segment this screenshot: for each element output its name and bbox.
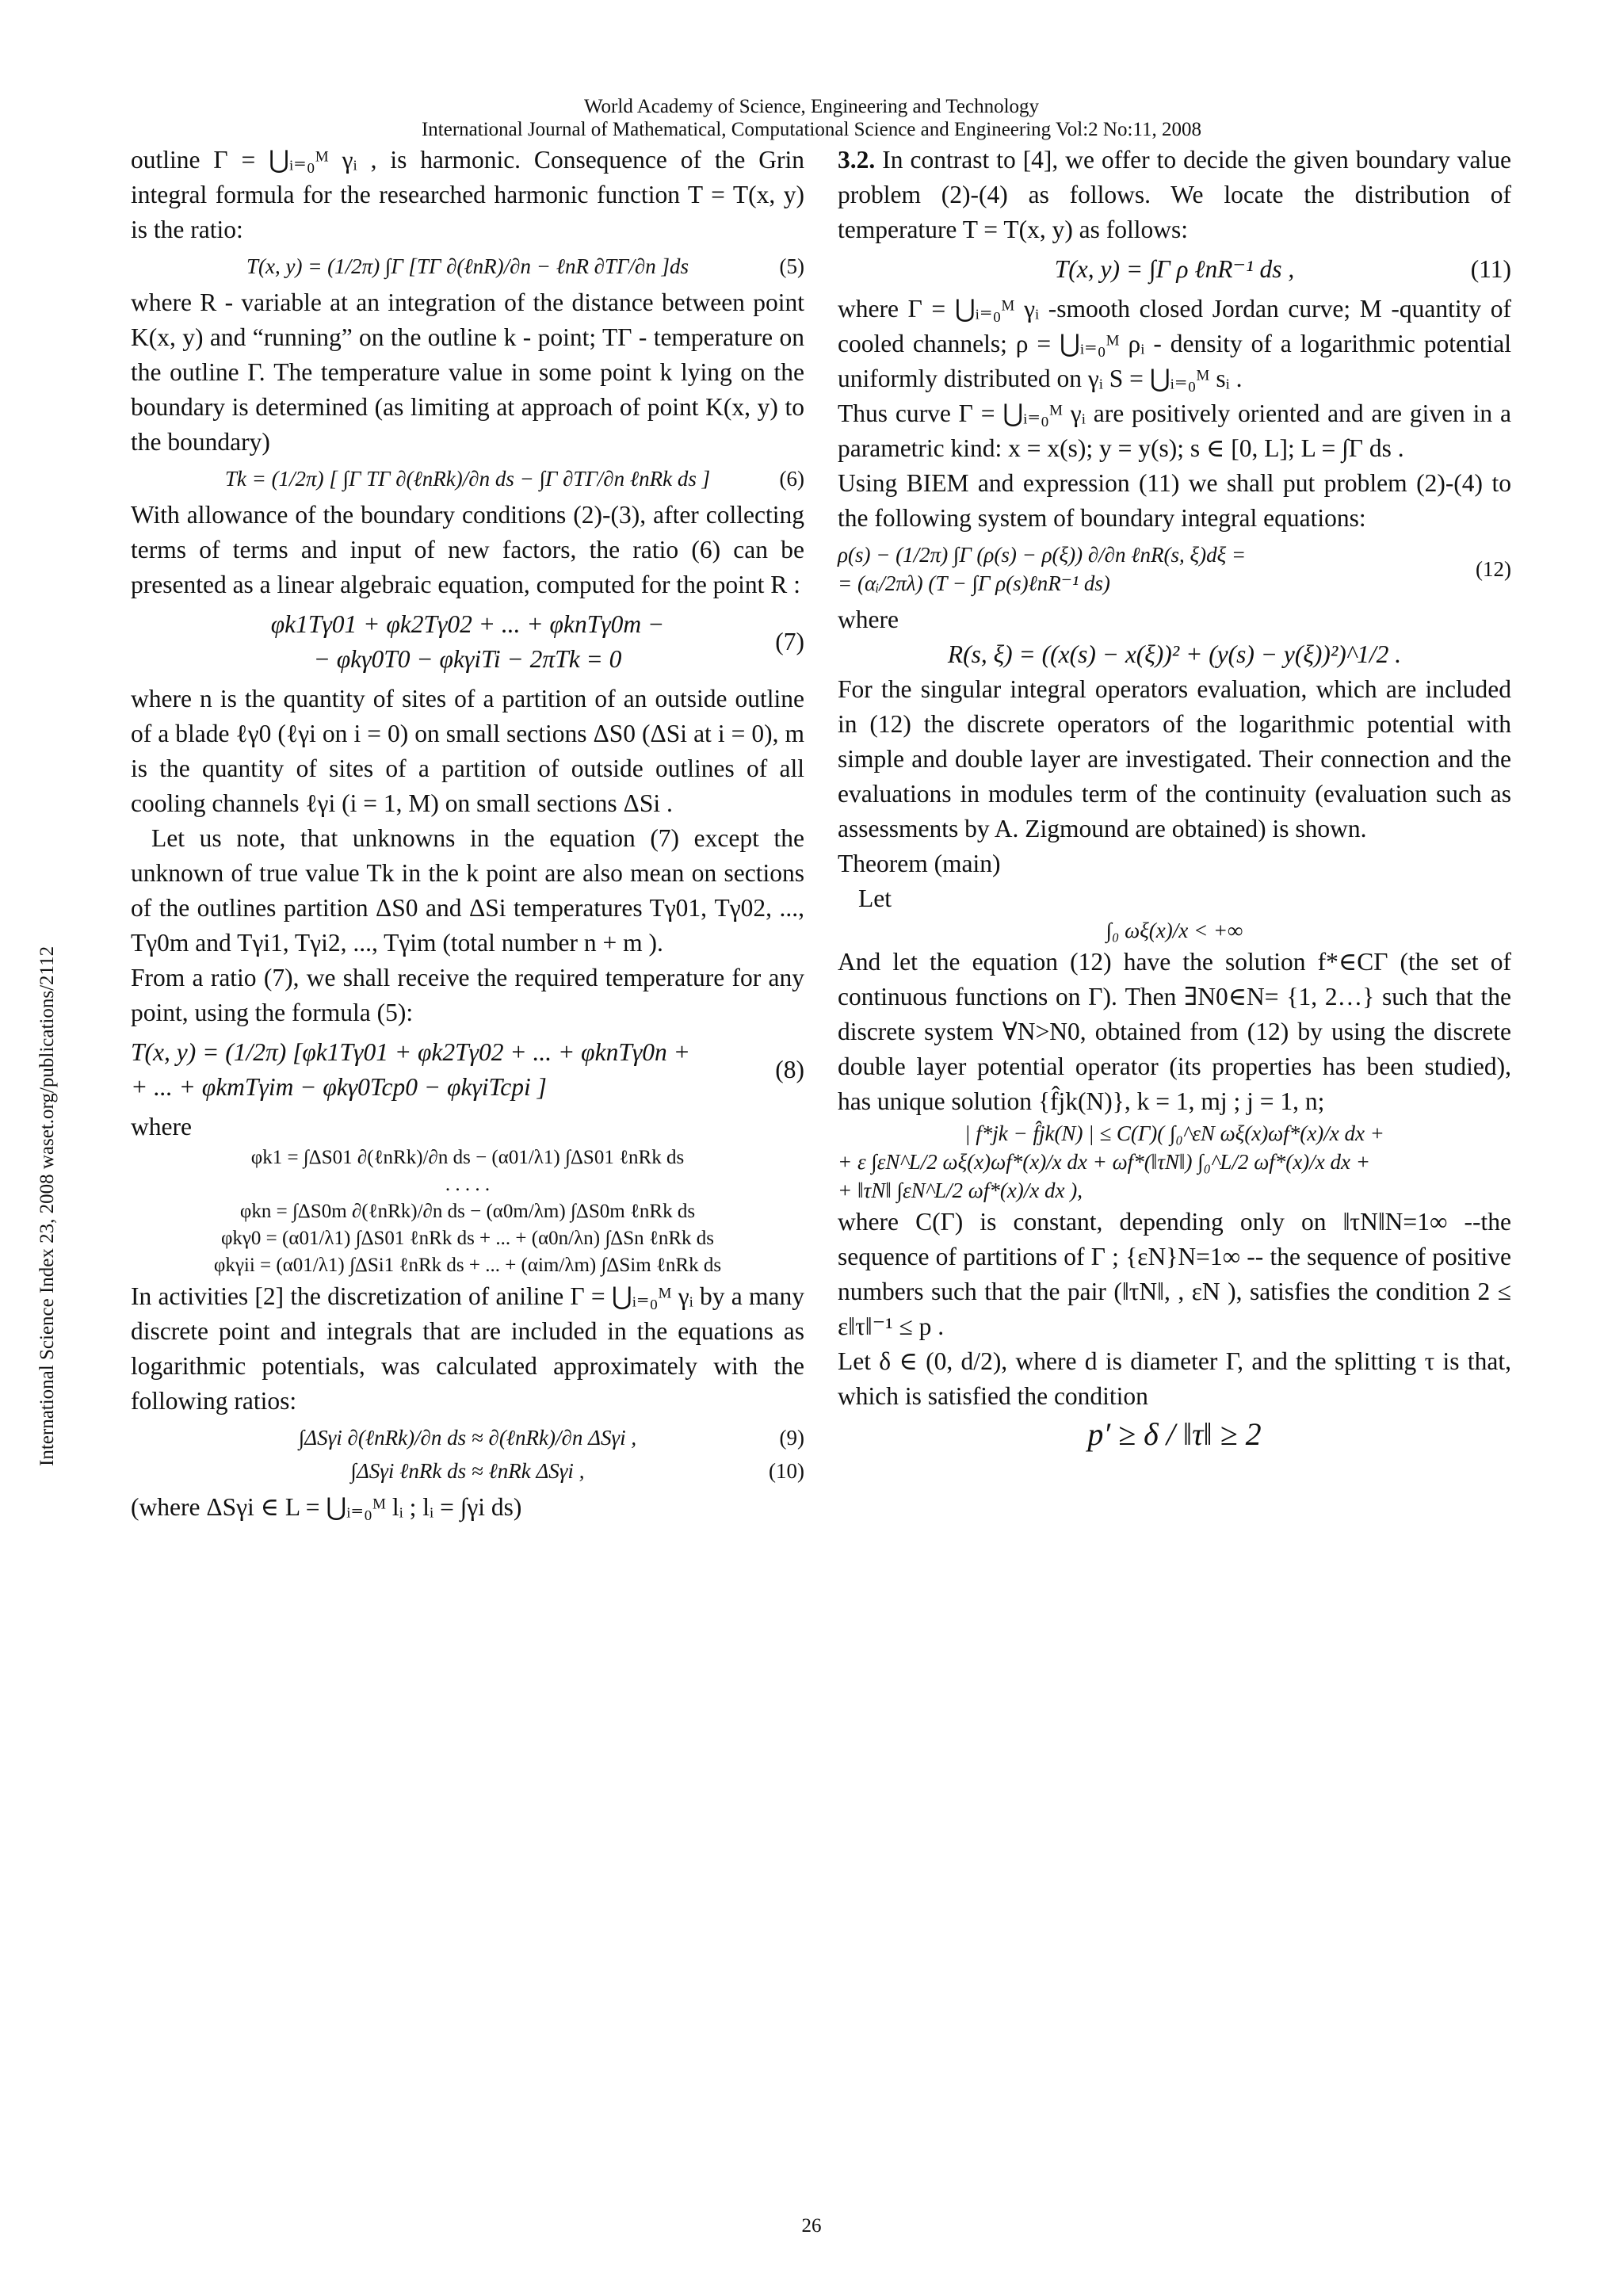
equation-line: T(x, y) = (1/2π) [φk1Tγ01 + φk2Tγ02 + ... + φknTγ0n + [131,1038,690,1066]
phi-kn: φkn = ∫ΔS0m ∂(ℓnRk)/∂n ds − (α0m/λm) ∫ΔS0m ℓnRk ds [239,1201,696,1222]
paragraph: From a ratio (7), we shall receive the required temperature for any point, using the formula (5): [131,964,804,1026]
equation-6 [131,464,804,493]
paragraph: outline Γ = ⋃ᵢ₌₀ᴹ γᵢ , is harmonic. Consequence of the Grin integral formula for the researched harmonic function T = T(x, y) is the ratio: [131,146,804,243]
equation-5 [131,252,804,281]
equation-number: (10) [769,1459,804,1483]
equation-line: + ... + φkmTγim − φkγ0Tcp0 − φkγiTcpi ] [131,1073,547,1101]
equation-9 [131,1423,804,1452]
paragraph: where n is the quantity of sites of a partition of an outside outline of a blade ℓγ0 (ℓγi on i = 0) on small sections ΔS0 (ΔSi at i = 0), m is the quantity of sites of a partition of outside outlines of all cooling channels ℓγi (i = 1, M) on small sections ΔSi . [131,685,804,817]
where-label: where [131,1113,192,1140]
equation-number: (11) [1470,255,1511,283]
theorem-heading: Theorem (main) [838,850,1001,877]
journal-header-line2: International Journal of Mathematical, Computational Science and Engineering Vol:2 No:11, 2008 [421,119,1202,140]
page-number: 26 [801,2215,822,2237]
section-number: 3.2. [838,146,876,174]
paragraph: Thus curve Γ = ⋃ᵢ₌₀ᴹ γᵢ are positively oriented and are given in a parametric kind: x = x(s); y = y(s); s ∈ [0, L]; L = ∫Γ ds . [838,399,1511,462]
equation-text: ∫ΔSγi ℓnRk ds ≈ ℓnRk ΔSγi , [350,1459,585,1483]
equation-text: T(x, y) = (1/2π) ∫Γ [TΓ ∂(ℓnR)/∂n − ℓnR ∂TΓ/∂n ]ds [246,254,689,278]
equation-number: (6) [779,467,804,491]
right-column [838,143,1511,1455]
equation-number: (9) [779,1426,804,1450]
equation-7 [131,607,804,677]
paragraph: where R - variable at an integration of the distance between point K(x, y) and “running” on the outline k - point; TΓ - temperature on the outline Γ. The temperature value in some point k lying on the boundary is determined (as limiting at approach of point K(x, y) to the boundary) [131,288,804,456]
paragraph: Let δ ∈ (0, d/2), where d is diameter Γ, and the splitting τ is that, which is satisfied the condition [838,1347,1511,1410]
equation-12 [838,541,1511,598]
equation-number: (5) [779,254,804,278]
paragraph: (where ΔSγi ∈ L = ⋃ᵢ₌₀ᴹ lᵢ ; lᵢ = ∫γi ds) [131,1493,522,1521]
paragraph-text: In contrast to [4], we offer to decide the given boundary value problem (2)-(4) as follows. We locate the distribution of temperature T = T(x, y) as follows: [838,146,1511,243]
equation-number: (8) [775,1056,804,1083]
phi-definitions [131,1144,804,1279]
inequality-line: + ‖τN‖ ∫εN^L/2 ωf*(x)/x dx ), [838,1179,1083,1202]
equation-10 [131,1457,804,1485]
paragraph: And let the equation (12) have the solution f*∈CΓ (the set of continuous functions on Γ). Then ∃N0∈N= {1, 2…} such that the discrete system ∀N>N0, obtained from (12) by using the discrete double layer potential operator (its properties has been studied), has unique solution {f̂jk(N)}, k = 1, mj ; j = 1, n; [838,948,1511,1115]
paragraph: Let us note, that unknowns in the equation (7) except the unknown of true value Tk in the k point are also mean on sections of the outlines partition ΔS0 and ΔSi temperatures Tγ01, Tγ02, ..., Tγ0m and Tγi1, Tγi2, ..., Tγim (total number n + m ). [131,824,804,957]
phi-dots: . . . . . [445,1174,491,1195]
equation-text: ∫ΔSγi ∂(ℓnRk)/∂n ds ≈ ∂(ℓnRk)/∂n ΔSγi , [298,1426,637,1450]
let-label: Let [858,884,892,912]
paragraph: Using BIEM and expression (11) we shall put problem (2)-(4) to the following system of boundary integral equations: [838,469,1511,532]
where-label: where [838,606,899,633]
equation-text: Tk = (1/2π) [ ∫Γ TΓ ∂(ℓnRk)/∂n ds − ∫Γ ∂TΓ/∂n ℓnRk ds ] [224,467,711,491]
side-index-note: International Science Index 23, 2008 waset.org/publications/2112 [36,946,58,1466]
phi-k1: φk1 = ∫ΔS01 ∂(ℓnRk)/∂n ds − (α01/λ1) ∫ΔS01 ℓnRk ds [250,1147,685,1168]
condition-integral: ∫₀ ωξ(x)/x < +∞ [1106,919,1243,942]
equation-number: (7) [775,628,804,655]
equation-line: = (αᵢ/2πλ) (T − ∫Γ ρ(s)ℓnR⁻¹ ds) [838,571,1110,595]
paragraph: where C(Γ) is constant, depending only on ‖τN‖N=1∞ --the sequence of partitions of Γ ; {εN}N=1∞ -- the sequence of positive numbers such that the pair (‖τN‖, , εN ), satisfies the condition 2 ≤ ε‖τ‖⁻¹ ≤ p . [838,1208,1511,1340]
equation-R: R(s, ξ) = ((x(s) − x(ξ))² + (y(s) − y(ξ))²)^1/2 . [947,640,1402,668]
equation-8 [131,1035,804,1105]
journal-header-line1: World Academy of Science, Engineering and Technology [583,96,1040,117]
phi-k-gamma0: φkγ0 = (α01/λ1) ∫ΔS01 ℓnRk ds + ... + (α0n/λn) ∫ΔSn ℓnRk ds [220,1228,715,1249]
paragraph: For the singular integral operators evaluation, which are included in (12) the discrete operators of the logarithmic potential with simple and double layer are investigated. Their connection and the evaluations in modules term of the continuity (evaluation such as assessments by A. Zigmound are obtained) is shown. [838,675,1511,842]
final-condition: p′ ≥ δ / ‖τ‖ ≥ 2 [1087,1416,1262,1452]
main-inequality [838,1119,1511,1205]
equation-line: − φkγ0T0 − φkγiTi − 2πTk = 0 [313,645,622,673]
equation-11 [838,252,1511,287]
paragraph: With allowance of the boundary conditions (2)-(3), after collecting terms of terms and input of new factors, the ratio (6) can be presented as a linear algebraic equation, computed for the point R : [131,501,804,598]
equation-text: T(x, y) = ∫Γ ρ ℓnR⁻¹ ds , [1054,255,1295,283]
inequality-line: | f*jk − f̂jk(N) | ≤ C(Γ)( ∫₀^εN ωξ(x)ωf*(x)/x dx + [964,1121,1384,1145]
inequality-line: + ε ∫εN^L/2 ωξ(x)ωf*(x)/x dx + ωf*(‖τN‖) ∫₀^L/2 ωf*(x)/x dx + [838,1150,1370,1174]
section-3-2-paragraph [838,143,1511,247]
equation-line: φk1Tγ01 + φk2Tγ02 + ... + φknTγ0m − [270,610,665,638]
paragraph: where Γ = ⋃ᵢ₌₀ᴹ γᵢ -smooth closed Jordan curve; M -quantity of cooled channels; ρ = ⋃ᵢ₌₀ᴹ ρᵢ - density of a logarithmic potential uniformly distributed on γᵢ S = ⋃ᵢ₌₀ᴹ sᵢ . [838,295,1511,392]
phi-k-gammai: φkγii = (α01/λ1) ∫ΔSi1 ℓnRk ds + ... + (αim/λm) ∫ΔSim ℓnRk ds [213,1255,722,1276]
equation-number: (12) [1476,557,1511,581]
paragraph: In activities [2] the discretization of aniline Γ = ⋃ᵢ₌₀ᴹ γᵢ by a many discrete point and integrals that are included in the equations as logarithmic potentials, was calculated approximately with the following ratios: [131,1282,804,1415]
equation-line: ρ(s) − (1/2π) ∫Γ (ρ(s) − ρ(ξ)) ∂/∂n ℓnR(s, ξ)dξ = [838,543,1247,567]
left-column [131,143,804,1525]
